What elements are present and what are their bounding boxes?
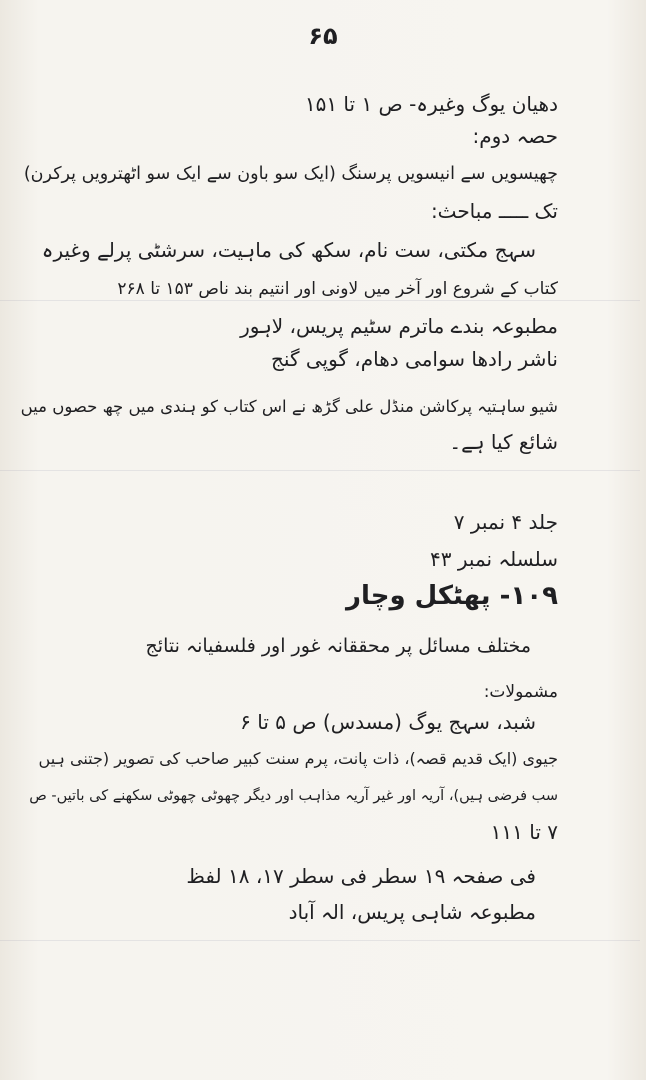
text-line: سلسلہ نمبر ۴۳ bbox=[430, 547, 558, 571]
text-line: شیو ساہتیہ پرکاشن منڈل علی گڑھ نے اس کتاب کو ہندی میں چھ حصوں میں bbox=[20, 397, 558, 416]
bleed-through-line bbox=[0, 470, 640, 471]
page-number: ۶۵ bbox=[308, 22, 338, 50]
text-line: جلد ۴ نمبر ۷ bbox=[453, 510, 558, 534]
bleed-through-line bbox=[0, 940, 640, 941]
text-line: ۷ تا ۱۱۱ bbox=[490, 820, 558, 844]
text-line: ناشر رادھا سوامی دھام، گوپی گنج bbox=[271, 347, 558, 371]
text-line: کتاب کے شروع اور آخر میں لاونی اور انتیم بند ناص ۱۵۳ تا ۲۶۸ bbox=[117, 279, 558, 299]
text-line: سہج مکتی، ست نام، سکھ کی ماہیت، سرشٹی پرلے وغیرہ bbox=[41, 238, 536, 262]
text-line: مشمولات: bbox=[483, 682, 558, 702]
section-heading: ۱۰۹- پھٹکل وچار bbox=[345, 581, 558, 611]
text-line: مطبوعہ شاہی پریس، الہ آباد bbox=[288, 900, 536, 924]
text-line: دھیان یوگ وغیرہ- ص ۱ تا ۱۵۱ bbox=[304, 92, 558, 116]
text-line: تک ـــــ مباحث: bbox=[430, 199, 558, 223]
text-line: مختلف مسائل پر محققانہ غور اور فلسفیانہ نتائج bbox=[145, 635, 531, 657]
text-line: فی صفحہ ۱۹ سطر فی سطر ۱۷، ۱۸ لفظ bbox=[186, 864, 536, 888]
text-line: حصہ دوم: bbox=[472, 124, 558, 148]
text-line: شبد، سہج یوگ (مسدس) ص ۵ تا ۶ bbox=[240, 710, 536, 734]
text-line: شائع کیا ہے۔ bbox=[449, 430, 558, 454]
text-line: جیوی (ایک قدیم قصہ)، ذات پانت، پرم سنت کبیر صاحب کی تصویر (جتنی ہیں bbox=[38, 749, 558, 768]
text-line: مطبوعہ بندے ماترم سٹیم پریس، لاہور bbox=[240, 314, 558, 338]
text-line: سب فرضی ہیں)، آریہ اور غیر آریہ مذاہب اور دیگر چھوٹی چھوٹی سکھنے کی باتیں- ص bbox=[29, 788, 558, 804]
text-line: چھیسویں سے انیسویں پرسنگ (ایک سو باون سے ایک سو اٹھترویں پرکرن) bbox=[23, 164, 558, 184]
